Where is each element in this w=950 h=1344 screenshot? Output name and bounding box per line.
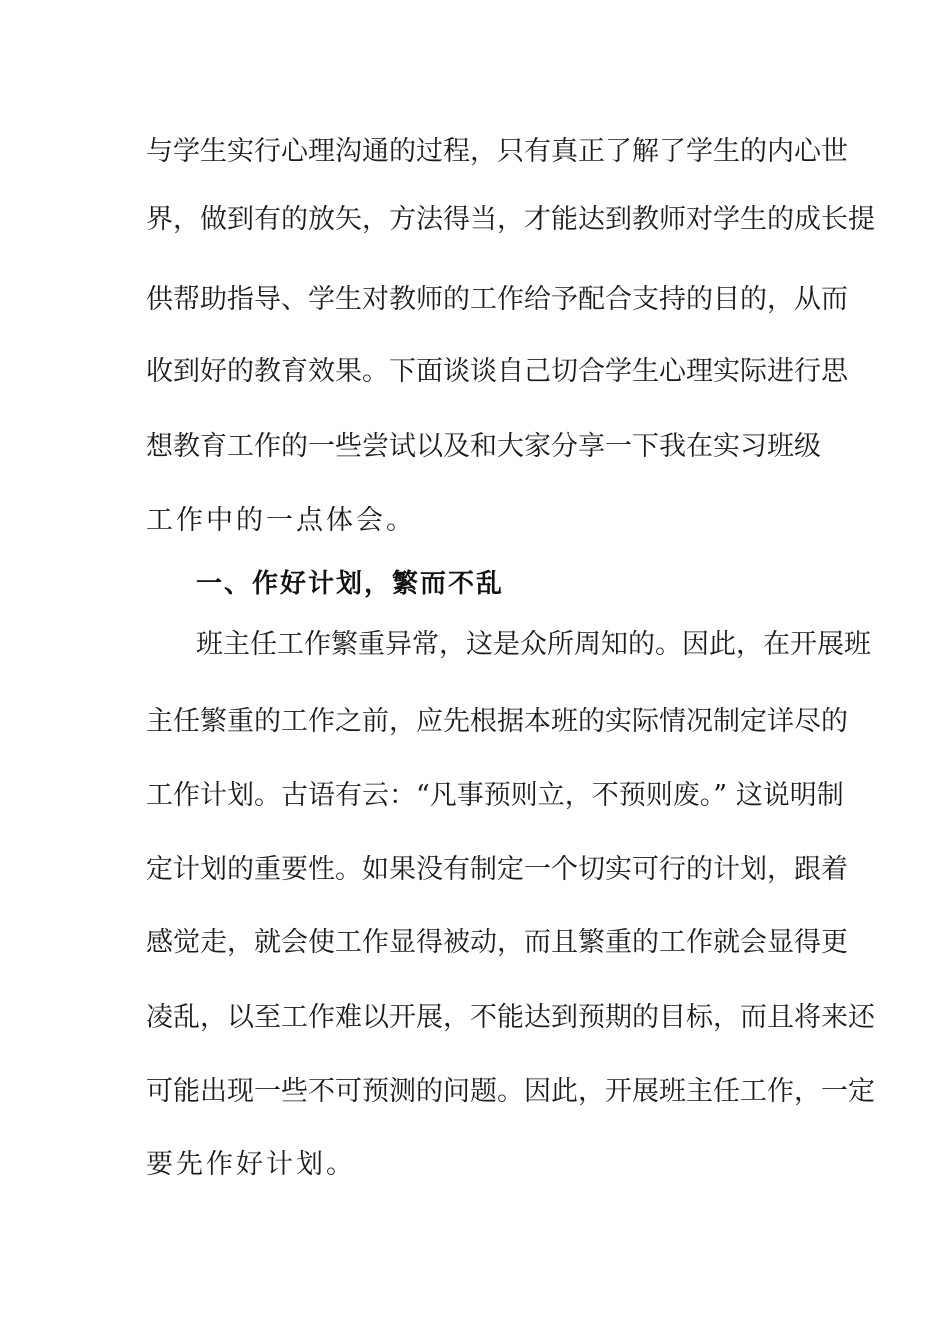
paragraph-line: 主任繁重的工作之前，应先根据本班的实际情况制定详尽的 bbox=[146, 706, 848, 737]
paragraph-line: 可能出现一些不可预测的问题。因此，开展班主任工作，一定 bbox=[146, 1076, 875, 1107]
paragraph-line: 定计划的重要性。如果没有制定一个切实可行的计划，跟着 bbox=[146, 854, 848, 885]
paragraph-line: 感觉走，就会使工作显得被动，而且繁重的工作就会显得更 bbox=[146, 927, 848, 958]
paragraph-line: 收到好的教育效果。下面谈谈自己切合学生心理实际进行思 bbox=[146, 356, 848, 387]
paragraph-line: 工作计划。古语有云：“凡事预则立，不预则废。” 这说明制 bbox=[146, 780, 844, 811]
paragraph-line: 与学生实行心理沟通的过程，只有真正了解了学生的内心世 bbox=[146, 136, 848, 167]
paragraph-line: 班主任工作繁重异常，这是众所周知的。因此，在开展班 bbox=[196, 629, 871, 660]
paragraph-line: 工作中的一点体会。 bbox=[146, 505, 416, 536]
section-heading: 一、作好计划，繁而不乱 bbox=[196, 569, 505, 599]
paragraph-line: 界，做到有的放矢，方法得当，才能达到教师对学生的成长提 bbox=[146, 204, 875, 235]
paragraph-line: 凌乱，以至工作难以开展，不能达到预期的目标，而且将来还 bbox=[146, 1002, 875, 1033]
paragraph-line: 供帮助指导、学生对教师的工作给予配合支持的目的，从而 bbox=[146, 284, 848, 315]
paragraph-line: 要先作好计划。 bbox=[146, 1149, 356, 1180]
paragraph-line: 想教育工作的一些尝试以及和大家分享一下我在实习班级 bbox=[146, 431, 821, 462]
